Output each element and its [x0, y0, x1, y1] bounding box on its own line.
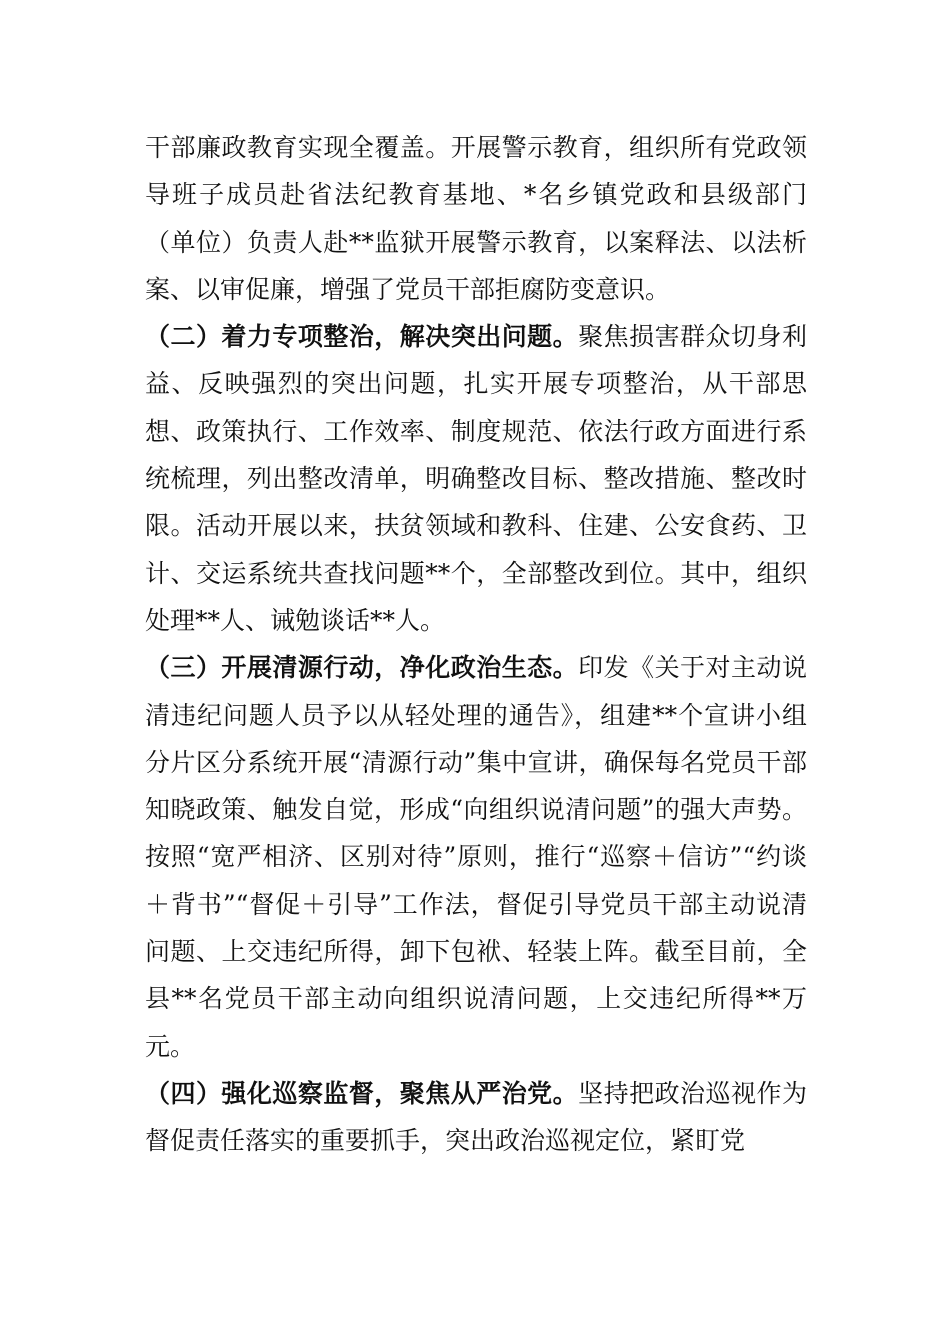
paragraph-1	[145, 124, 807, 313]
document-page	[145, 124, 807, 1165]
paragraph-3	[145, 644, 807, 1070]
paragraph-2	[145, 313, 807, 644]
paragraph-4-body: 坚持把政治巡视作为督促责任落实的重要抓手，突出政治巡视定位，紧盯党	[145, 1078, 807, 1156]
paragraph-2-body: 聚焦损害群众切身利益、反映强烈的突出问题，扎实开展专项整治，从干部思想、政策执行、工作效率、制度规范、依法行政方面进行系统梳理，列出整改清单，明确整改目标、整改措施、整改时限。活动开展以来，扶贫领域和教科、住建、公安食药、卫计、交运系统共查找问题**个，全部整改到位。其中，组织处理**人、诫勉谈话**人。	[145, 322, 807, 635]
paragraph-1-body: 干部廉政教育实现全覆盖。开展警示教育，组织所有党政领导班子成员赴省法纪教育基地、*名乡镇党政和县级部门（单位）负责人赴**监狱开展警示教育，以案释法、以法析案、以审促廉，增强了党员干部拒腐防变意识。	[145, 133, 807, 304]
paragraph-4	[145, 1070, 807, 1165]
paragraph-3-body: 印发《关于对主动说清违纪问题人员予以从轻处理的通告》，组建**个宣讲小组分片区分系统开展“清源行动”集中宣讲，确保每名党员干部知晓政策、触发自觉，形成“向组织说清问题”的强大声势。按照“宽严相济、区别对待”原则，推行“巡察＋信访”“约谈＋背书”“督促＋引导”工作法，督促引导党员干部主动说清问题、上交违纪所得，卸下包袱、轻装上阵。截至目前，全县**名党员干部主动向组织说清问题，上交违纪所得**万元。	[145, 653, 807, 1061]
paragraph-4-heading: （四）强化巡察监督，聚焦从严治党。	[145, 1078, 579, 1108]
paragraph-2-heading: （二）着力专项整治，解决突出问题。	[145, 322, 579, 352]
paragraph-3-heading: （三）开展清源行动，净化政治生态。	[145, 653, 579, 683]
